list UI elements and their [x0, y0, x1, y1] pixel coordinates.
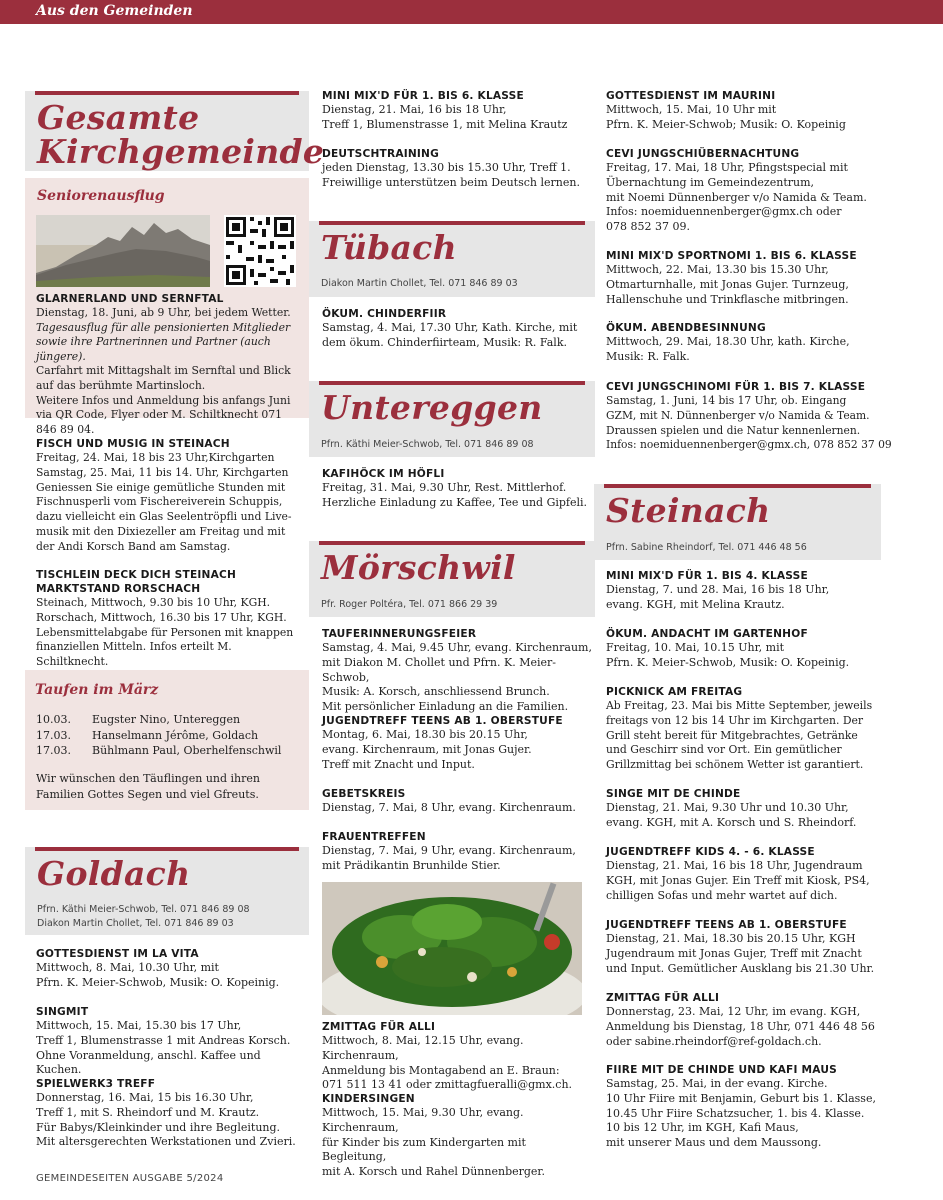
event-body: Dienstag, 21. Mai, 16 bis 18 Uhr, Jugendraum KGH, mit Jonas Gujer. Ein Treff mit Kiosk, PS4, chilligen Sofas und mehr wartet auf dich. — [606, 859, 870, 902]
event-jugendtreff-kids — [606, 845, 886, 903]
qr-code[interactable] — [224, 215, 296, 287]
event-title: TISCHLEIN DECK DICH STEINACH — [36, 569, 237, 581]
tuebach-header — [309, 221, 595, 297]
event-body: Dienstag, 21. Mai, 9.30 Uhr und 10.30 Uhr, evang. KGH, mit A. Korsch und S. Rheindorf. — [606, 801, 857, 829]
goldach-contact-1: Pfrn. Käthi Meier-Schwob, Tel. 071 846 89 08 — [37, 904, 250, 915]
mountain-photo — [36, 215, 210, 287]
event-title: GEBETSKREIS — [322, 788, 406, 800]
event-title: FRAUENTREFFEN — [322, 831, 426, 843]
taufen-subtitle: Taufen im März — [35, 682, 159, 698]
event-title: TAUFERINNERUNGSFEIER — [322, 628, 477, 640]
event-gebetskreis — [322, 787, 592, 816]
event-tauferinnerungsfeier — [322, 627, 592, 715]
event-body: Freitag, 17. Mai, 18 Uhr, Pfingstspecial mit Übernachtung im Gemeindezentrum, mit Noemi Dünnenberger v/o Namida & Team. Infos: noemiduennenberger@gmx.ch oder 078 852 37 09. — [606, 161, 867, 234]
taufen-wish: Wir wünschen den Täuflingen und ihren Familien Gottes Segen und viel Gfreuts. — [36, 772, 260, 801]
event-body: jeden Dienstag, 13.30 bis 15.30 Uhr, Treff 1. Freiwillige unterstützen beim Deutsch lernen. — [322, 161, 580, 189]
header-rule — [319, 541, 585, 545]
event-body: Mittwoch, 15. Mai, 10 Uhr mit Pfrn. K. Meier-Schwob; Musik: O. Kopeinig — [606, 103, 846, 131]
event-gottesdienst-la-vita — [36, 947, 306, 991]
event-body: Dienstag, 18. Juni, ab 9 Uhr, bei jedem Wetter. Tagesausflug für alle pensionierten Mitglieder sowie ihre Partnerinnen und Partner (auch jüngere). Carfahrt mit Mittagshalt im Sernftal und Blick auf das berühmte Martinsloch. Weitere Infos und Anmeldung bis anfangs Juni via QR Code, Flyer oder M. Schiltknecht 071 846 89 04. — [36, 306, 291, 436]
event-title: ÖKUM. CHINDERFIIR — [322, 308, 447, 320]
event-jugendtreff-teens — [322, 714, 592, 772]
moerschwil-contact: Pfr. Roger Poltéra, Tel. 071 866 29 39 — [321, 599, 498, 610]
event-body: Samstag, 25. Mai, in der evang. Kirche. 10 Uhr Fiire mit Benjamin, Geburt bis 1. Klasse, 10.45 Uhr Fiire Schatzsucher, 1. bis 4. Klasse. 10 bis 12 Uhr, im KGH, Kafi Maus, mit unserer Maus und dem Maussong. — [606, 1077, 876, 1150]
moerschwil-header — [309, 541, 595, 617]
event-cevi-jungschinomi — [606, 380, 896, 453]
event-zmittag-fuer-alli-steinach — [606, 991, 886, 1049]
baptism-row: 17.03. Hanselmann Jérôme, Goldach — [36, 728, 259, 742]
event-zmittag-fuer-alli-moerschwil — [322, 1020, 592, 1093]
event-body: Montag, 6. Mai, 18.30 bis 20.15 Uhr, evang. Kirchenraum, mit Jonas Gujer. Treff mit Znacht und Input. — [322, 728, 532, 771]
event-title: KAFIHÖCK IM HÖFLI — [322, 468, 445, 480]
event-body: Mittwoch, 15. Mai, 15.30 bis 17 Uhr, Treff 1, Blumenstrasse 1 mit Andreas Korsch. Ohne Voranmeldung, anschl. Kaffee und Kuchen. — [36, 1019, 291, 1077]
event-singmit — [36, 1005, 306, 1078]
untereggen-contact: Pfrn. Käthi Meier-Schwob, Tel. 071 846 89 08 — [321, 439, 534, 450]
baptism-list — [36, 712, 281, 759]
event-oekum-abendbesinnung — [606, 321, 886, 365]
event-frauentreffen — [322, 830, 592, 874]
event-cevi-jungschiuebernachtung — [606, 147, 886, 235]
event-tischlein-deck-dich — [36, 568, 306, 670]
goldach-contact-2: Diakon Martin Chollet, Tel. 071 846 89 03 — [37, 918, 234, 929]
event-mini-mixd-1-6 — [322, 89, 592, 133]
salad-photo — [322, 882, 582, 1015]
event-fisch-und-musig — [36, 437, 306, 555]
event-gottesdienst-maurini — [606, 89, 886, 133]
event-title: GOTTESDIENST IM LA VITA — [36, 948, 199, 960]
baptism-row: 10.03. Eugster Nino, Untereggen — [36, 713, 241, 726]
event-body: Freitag, 10. Mai, 10.15 Uhr, mit Pfrn. K. Meier-Schwob, Musik: O. Kopeinig. — [606, 641, 850, 669]
event-body: Donnerstag, 23. Mai, 12 Uhr, im evang. KGH, Anmeldung bis Dienstag, 18 Uhr, 071 446 48 56 oder sabine.rheindorf@ref-goldach.ch. — [606, 1005, 875, 1048]
event-body: Dienstag, 21. Mai, 18.30 bis 20.15 Uhr, KGH Jugendraum mit Jonas Gujer, Treff mit Znacht und Input. Gemütlicher Ausklang bis 21.30 Uhr. — [606, 932, 875, 975]
gesamte-kirchgemeinde-header — [25, 91, 325, 171]
event-picknick — [606, 685, 891, 773]
event-title: CEVI JUNGSCHINOMI FÜR 1. BIS 7. KLASSE — [606, 381, 866, 393]
event-body: Dienstag, 7. Mai, 8 Uhr, evang. Kirchenraum. — [322, 801, 576, 814]
event-title: SINGE MIT DE CHINDE — [606, 788, 741, 800]
event-body: Mittwoch, 15. Mai, 9.30 Uhr, evang. Kirchenraum, für Kinder bis zum Kindergarten mit Begleitung, mit A. Korsch und Rahel Dünnenberger. — [322, 1106, 545, 1179]
event-kafihoeck — [322, 467, 592, 511]
untereggen-header — [309, 381, 595, 457]
section-header-title: Aus den Gemeinden — [36, 3, 193, 19]
header-rule — [319, 381, 585, 385]
gesamte-title: Gesamte Kirchgemeinde — [37, 98, 325, 171]
event-body: Donnerstag, 16. Mai, 15 bis 16.30 Uhr, Treff 1, mit S. Rheindorf und M. Krautz. Für Babys/Kleinkinder und ihre Begleitung. Mit altersgerechten Werkstationen und Zvieri. — [36, 1091, 296, 1149]
goldach-header — [25, 847, 309, 935]
event-body: Dienstag, 7. Mai, 9 Uhr, evang. Kirchenraum, mit Prädikantin Brunhilde Stier. — [322, 844, 576, 872]
header-rule — [35, 91, 299, 95]
event-body: Mittwoch, 22. Mai, 13.30 bis 15.30 Uhr, Otmarturnhalle, mit Jonas Gujer. Turnzeug, Hallenschuhe und Trinkflasche mitbringen. — [606, 263, 849, 306]
event-body: Dienstag, 21. Mai, 16 bis 18 Uhr, Treff 1, Blumenstrasse 1, mit Melina Krautz — [322, 103, 568, 131]
event-fiire-mit-de-chinde — [606, 1063, 891, 1151]
event-title: JUGENDTREFF TEENS AB 1. OBERSTUFE — [606, 919, 847, 931]
event-title: SINGMIT — [36, 1006, 89, 1018]
tuebach-contact: Diakon Martin Chollet, Tel. 071 846 89 03 — [321, 278, 518, 289]
untereggen-title: Untereggen — [321, 388, 543, 427]
event-title: DEUTSCHTRAINING — [322, 148, 440, 160]
event-body: Dienstag, 7. und 28. Mai, 16 bis 18 Uhr, evang. KGH, mit Melina Krautz. — [606, 583, 830, 611]
event-title: ÖKUM. ANDACHT IM GARTENHOF — [606, 628, 808, 640]
event-title: ÖKUM. ABENDBESINNUNG — [606, 322, 766, 334]
event-oekum-chinderfiir — [322, 307, 592, 351]
header-rule — [604, 484, 871, 488]
event-kindersingen — [322, 1092, 592, 1180]
section-header-bar — [0, 0, 943, 24]
event-title: GOTTESDIENST IM MAURINI — [606, 90, 776, 102]
event-title: FISCH UND MUSIG IN STEINACH — [36, 438, 230, 450]
event-body: Freitag, 24. Mai, 18 bis 23 Uhr,Kirchgarten Samstag, 25. Mai, 11 bis 14. Uhr, Kirchgarten Geniessen Sie einige gemütliche Stunden mit Fischnusperli vom Fischereiverein Schuppis, dazu vielleicht ein Glas Seelentröpfli und Live- musik mit den Dixiezeller am Freitag und mit der Andi Korsch Band am Samstag. — [36, 451, 292, 553]
event-body: Mittwoch, 8. Mai, 10.30 Uhr, mit Pfrn. K. Meier-Schwob, Musik: O. Kopeinig. — [36, 961, 280, 989]
event-title: MINI MIX'D FÜR 1. BIS 4. KLASSE — [606, 570, 808, 582]
event-title: ZMITTAG FÜR ALLI — [322, 1021, 436, 1033]
page-footer: GEMEINDESEITEN AUSGABE 5/2024 — [36, 1173, 224, 1184]
event-title: ZMITTAG FÜR ALLI — [606, 992, 720, 1004]
event-title: MINI MIX'D FÜR 1. BIS 6. KLASSE — [322, 90, 524, 102]
event-title: MINI MIX'D SPORTNOMI 1. BIS 6. KLASSE — [606, 250, 857, 262]
goldach-title: Goldach — [37, 854, 191, 893]
event-body: Mittwoch, 8. Mai, 12.15 Uhr, evang. Kirchenraum, Anmeldung bis Montagabend an E. Braun: 071 511 13 41 oder zmittagfueralli@gmx.ch. — [322, 1034, 573, 1092]
steinach-header — [594, 484, 881, 560]
event-body: Ab Freitag, 23. Mai bis Mitte September, jeweils freitags von 12 bis 14 Uhr im Kirchgarten. Der Grill steht bereit für Mitgebrachtes, Getränke und Geschirr sind vor Ort. Ein gemütlicher Grillzmittag bei schönem Wetter ist garantiert. — [606, 699, 873, 772]
steinach-contact: Pfrn. Sabine Rheindorf, Tel. 071 446 48 56 — [606, 542, 807, 553]
event-title: SPIELWERK3 TREFF — [36, 1078, 156, 1090]
steinach-title: Steinach — [606, 491, 771, 530]
event-title: KINDERSINGEN — [322, 1093, 415, 1105]
baptism-row: 17.03. Bühlmann Paul, Oberhelfenschwil — [36, 744, 282, 757]
event-body: Steinach, Mittwoch, 9.30 bis 10 Uhr, KGH. Rorschach, Mittwoch, 16.30 bis 17 Uhr, KGH. Lebensmittelabgabe für Personen mit knappen finanziellen Mitteln. Infos erteilt M. Schiltknecht. — [36, 596, 294, 669]
header-rule — [35, 847, 299, 851]
event-mini-mixd-sportnomi — [606, 249, 886, 307]
tuebach-title: Tübach — [321, 228, 457, 267]
event-title: JUGENDTREFF TEENS AB 1. OBERSTUFE — [322, 715, 563, 727]
event-mini-mixd-1-4 — [606, 569, 886, 613]
header-rule — [319, 221, 585, 225]
moerschwil-title: Mörschwil — [321, 548, 516, 587]
event-body: Samstag, 1. Juni, 14 bis 17 Uhr, ob. Eingang GZM, mit N. Dünnenberger v/o Namida & Team. Draussen spielen und die Natur kennenlernen. Infos: noemiduennenberger@gmx.ch, 078 852 37 09 — [606, 394, 892, 452]
event-title: CEVI JUNGSCHIÜBERNACHTUNG — [606, 148, 800, 160]
event-body: Samstag, 4. Mai, 17.30 Uhr, Kath. Kirche, mit dem ökum. Chinderfiirteam, Musik: R. Falk. — [322, 321, 578, 349]
event-body: Mittwoch, 29. Mai, 18.30 Uhr, kath. Kirche, Musik: R. Falk. — [606, 335, 850, 363]
event-jugendtreff-teens-steinach — [606, 918, 891, 976]
event-glarnerland — [36, 292, 306, 437]
event-title: PICKNICK AM FREITAG — [606, 686, 743, 698]
event-title: FIIRE MIT DE CHINDE UND KAFI MAUS — [606, 1064, 837, 1076]
event-deutschtraining — [322, 147, 592, 191]
event-body: Samstag, 4. Mai, 9.45 Uhr, evang. Kirchenraum, mit Diakon M. Chollet und Pfrn. K. Meier-Schwob, Musik: A. Korsch, anschliessend Brunch. Mit persönlicher Einladung an die Familien. — [322, 641, 592, 714]
event-singe-mit-de-chinde — [606, 787, 886, 831]
seniorenausflug-subtitle: Seniorenausflug — [37, 188, 165, 204]
event-title: GLARNERLAND UND SERNFTAL — [36, 293, 224, 305]
event-body: Freitag, 31. Mai, 9.30 Uhr, Rest. Mittlerhof. Herzliche Einladung zu Kaffee, Tee und Gipfeli. — [322, 481, 588, 509]
event-spielwerk3 — [36, 1077, 306, 1150]
event-oekum-andacht — [606, 627, 886, 671]
event-title-line2: MARKTSTAND RORSCHACH — [36, 583, 201, 595]
event-title: JUGENDTREFF KIDS 4. - 6. KLASSE — [606, 846, 815, 858]
